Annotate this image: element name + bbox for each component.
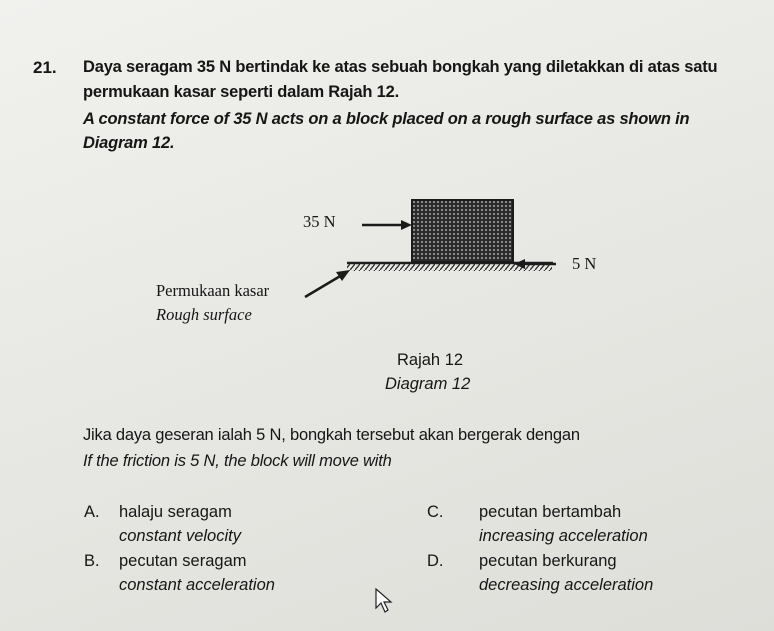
option-a-malay: halaju seragam bbox=[119, 503, 232, 521]
force-label: 35 N bbox=[303, 212, 336, 231]
option-d-malay: pecutan berkurang bbox=[479, 552, 617, 570]
friction-label: 5 N bbox=[572, 254, 597, 273]
question-malay-line-2: permukaan kasar seperti dalam Rajah 12. bbox=[83, 83, 399, 101]
option-b-malay: pecutan seragam bbox=[119, 552, 247, 570]
applied-force-arrow bbox=[362, 220, 412, 230]
surface-label-english: Rough surface bbox=[156, 305, 252, 324]
surface-label-malay: Permukaan kasar bbox=[156, 281, 270, 300]
prompt-malay: Jika daya geseran ialah 5 N, bongkah tersebut akan bergerak dengan bbox=[83, 426, 580, 444]
block bbox=[412, 200, 513, 262]
question-number: 21. bbox=[33, 58, 57, 77]
prompt-english: If the friction is 5 N, the block will move with bbox=[83, 452, 392, 470]
surface-pointer-arrow bbox=[305, 270, 350, 297]
mouse-pointer-icon bbox=[375, 588, 393, 614]
diagram-caption-malay: Rajah 12 bbox=[397, 351, 464, 369]
option-a-letter: A. bbox=[84, 503, 100, 521]
question-english-line-2: Diagram 12. bbox=[83, 134, 175, 152]
diagram-caption-english: Diagram 12 bbox=[385, 375, 471, 393]
option-c-malay: pecutan bertambah bbox=[479, 503, 622, 521]
option-b-english: constant acceleration bbox=[119, 576, 275, 594]
question-english-line-1: A constant force of 35 N acts on a block placed on a rough surface as shown in bbox=[83, 110, 690, 128]
option-c-letter: C. bbox=[427, 503, 444, 521]
question-malay-line-1: Daya seragam 35 N bertindak ke atas sebuah bongkah yang diletakkan di atas satu bbox=[83, 58, 718, 76]
option-d-english: decreasing acceleration bbox=[479, 576, 654, 594]
option-b-letter: B. bbox=[84, 552, 100, 570]
option-c-english: increasing acceleration bbox=[479, 527, 648, 545]
option-a-english: constant velocity bbox=[119, 527, 241, 545]
option-d-letter: D. bbox=[427, 552, 444, 570]
